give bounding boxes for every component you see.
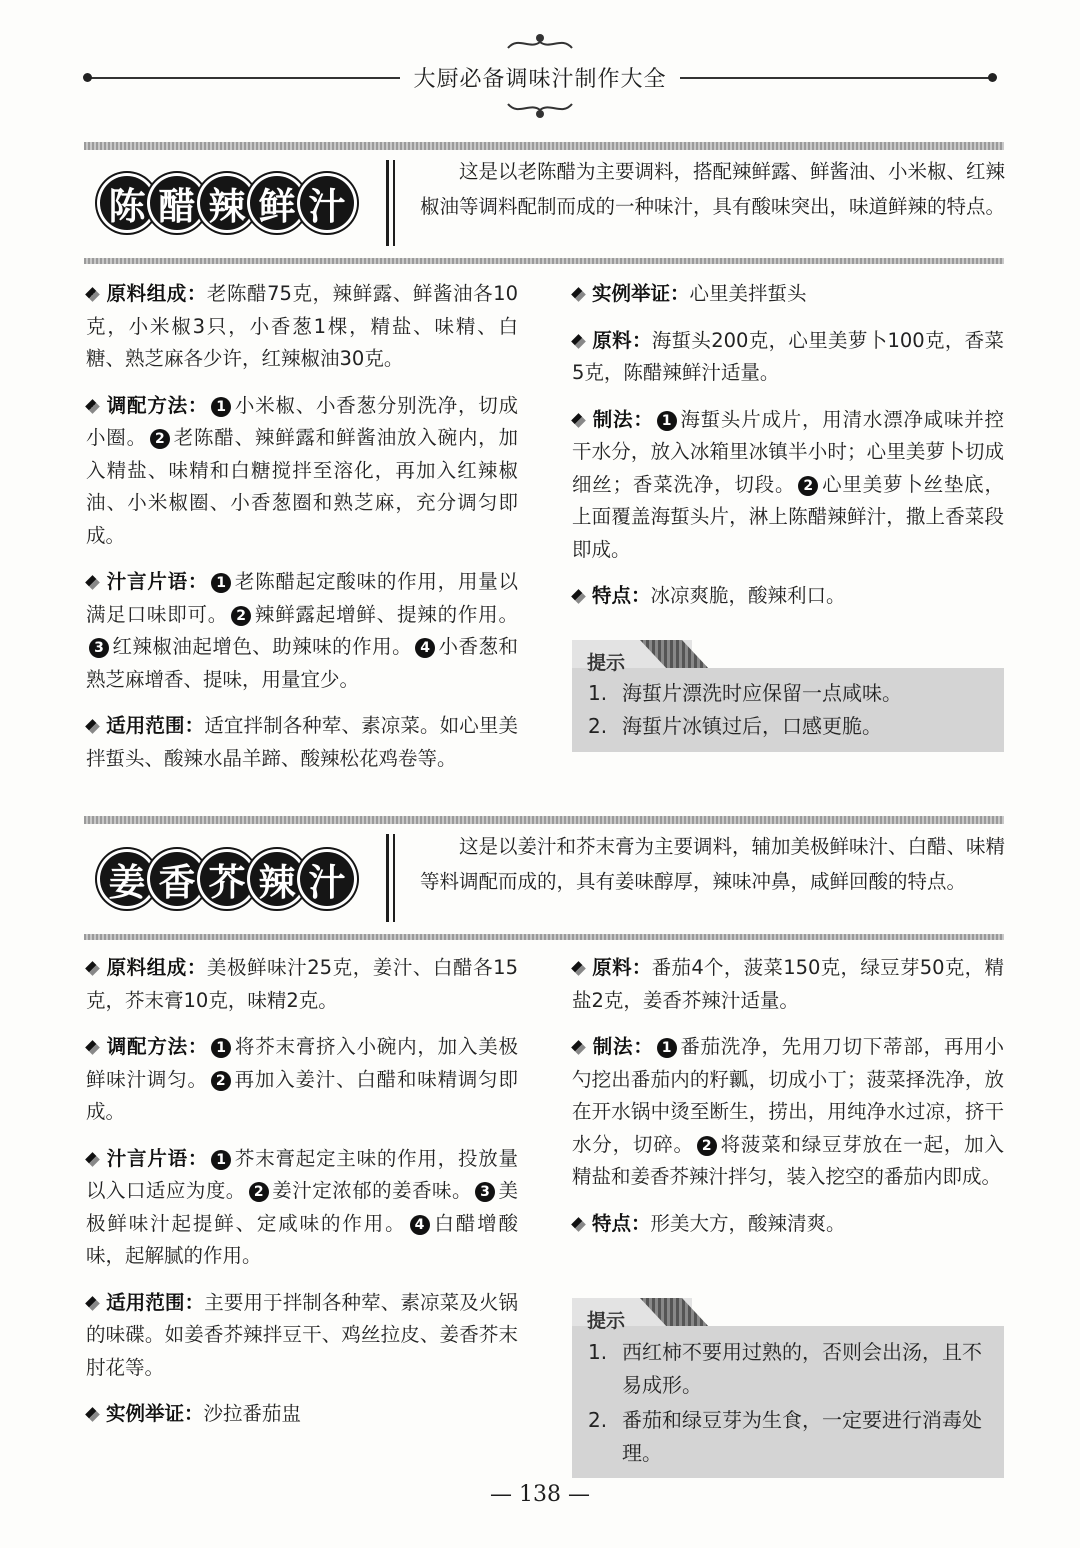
- circled-number-icon: 4: [410, 1215, 430, 1235]
- title-char: 汁: [300, 852, 354, 906]
- diamond-bullet-icon: [571, 413, 586, 428]
- circled-number-icon: 2: [798, 476, 818, 496]
- section-1-divider-thin: [393, 160, 395, 246]
- section-1-title: [100, 176, 350, 230]
- circled-number-icon: 1: [657, 411, 677, 431]
- notes-paragraph: 汁言片语： 1 老陈醋起定酸味的作用，用量以满足口味即可。 2 辣鲜露起增鲜、提辣的作用。3 红辣椒油起增色、助辣味的作用。 4 小香葱和熟芝麻增香、提味，用量宜少。: [86, 570, 518, 691]
- circled-number-icon: 1: [211, 1038, 231, 1058]
- diamond-bullet-icon: [85, 1152, 100, 1167]
- header-ornament-bottom: [500, 96, 580, 122]
- title-char: 陈: [100, 176, 154, 230]
- diamond-bullet-icon: [571, 287, 586, 302]
- title-char: 芥: [200, 852, 254, 906]
- scope-paragraph: 适用范围：主要用于拌制各种荤、素凉菜及火锅的味碟。如姜香芥辣拌豆干、鸡丝拉皮、姜香芥末肘花等。: [86, 1290, 518, 1379]
- circled-number-icon: 2: [150, 429, 170, 449]
- title-char: 鲜: [250, 176, 304, 230]
- header-ornament-top: [500, 30, 580, 56]
- circled-number-icon: 2: [231, 606, 251, 626]
- circled-number-icon: 4: [415, 638, 435, 658]
- circled-number-icon: 3: [475, 1182, 495, 1202]
- method-paragraph: 调配方法： 1 将芥末膏挤入小碗内，加入美极鲜味汁调匀。 2 再加入姜汁、白醋和味精调匀即成。: [86, 1035, 518, 1123]
- raw-materials-paragraph: 原料：海蜇头200克，心里美萝卜100克，香菜5克，陈醋辣鲜汁适量。: [572, 328, 1004, 384]
- method-paragraph: 调配方法： 1 小米椒、小香葱分别洗净，切成小圈。 2 老陈醋、辣鲜露和鲜酱油放入碗内，加入精盐、味精和白糖搅拌至溶化，再加入红辣椒油、小米椒圈、小香葱圈和熟芝麻，充分调匀即成。: [86, 393, 518, 547]
- tip-item: 1. 西红柿不要用过熟的，否则会出汤，且不易成形。: [588, 1340, 982, 1397]
- circled-number-icon: 3: [89, 638, 109, 658]
- howto-paragraph: 制法： 1 海蜇头片成片，用清水漂净咸味并控干水分，放入冰箱里冰镇半小时；心里美萝卜切成细丝；香菜洗净，切段。 2 心里美萝卜丝垫底，上面覆盖海蜇头片，淋上陈醋辣鲜汁，撒上香菜段即成。: [572, 407, 1004, 561]
- diamond-bullet-icon: [571, 589, 586, 604]
- howto-paragraph: 制法： 1 番茄洗净，先用刀切下蒂部，再用小勺挖出番茄内的籽瓤，切成小丁；菠菜择洗净，放在开水锅中烫至断生，捞出，用纯净水过凉，挤干水分，切碎。 2 将菠菜和绿豆芽放在一起，加入精盐和姜香芥辣汁拌匀，装入挖空的番茄内即成。: [572, 1035, 1004, 1188]
- section-2-divider-thin: [393, 834, 395, 922]
- ingredients-paragraph: 原料组成：美极鲜味汁25克，姜汁、白醋各15克，芥末膏10克，味精2克。: [86, 956, 518, 1012]
- diamond-bullet-icon: [571, 1217, 586, 1232]
- tip-item: 2. 海蜇片冰镇过后，口感更脆。: [588, 714, 882, 738]
- circled-number-icon: 2: [697, 1136, 717, 1156]
- raw-materials-paragraph: 原料：番茄4个，菠菜150克，绿豆芽50克，精盐2克，姜香芥辣汁适量。: [572, 956, 1004, 1012]
- section-1-bottom-band: [84, 258, 1004, 264]
- circled-number-icon: 1: [211, 573, 231, 593]
- section-1-divider: [386, 160, 389, 246]
- section-2-right-column: [572, 952, 1004, 1254]
- section-2-title: [100, 852, 350, 906]
- ingredients-paragraph: 原料组成：老陈醋75克，辣鲜露、鲜酱油各10克，小米椒3只，小香葱1棵，精盐、味精、白糖、熟芝麻各少许，红辣椒油30克。: [86, 282, 518, 370]
- section-1-top-band: [84, 142, 1004, 150]
- diamond-bullet-icon: [85, 1407, 100, 1422]
- title-char: 辣: [250, 852, 304, 906]
- feature-paragraph: 特点：形美大方，酸辣清爽。: [572, 1208, 1004, 1241]
- diamond-bullet-icon: [85, 287, 100, 302]
- section-2-divider: [386, 834, 389, 922]
- example-paragraph: 实例举证：心里美拌蜇头: [572, 278, 1004, 311]
- header-rule-right: [680, 77, 990, 79]
- tips-label: 提示: [587, 1310, 626, 1332]
- diamond-bullet-icon: [85, 719, 100, 734]
- tip-item: 2. 番茄和绿豆芽为生食，一定要进行消毒处理。: [588, 1408, 982, 1465]
- diamond-bullet-icon: [571, 334, 586, 349]
- section-1-left-column: [86, 278, 518, 789]
- circled-number-icon: 1: [657, 1038, 677, 1058]
- circled-number-icon: 1: [211, 1150, 231, 1170]
- running-header-title: 大厨必备调味汁制作大全: [413, 67, 667, 92]
- diamond-bullet-icon: [85, 1296, 100, 1311]
- section-1-right-column: [572, 278, 1004, 627]
- example-paragraph: 实例举证：沙拉番茄盅: [86, 1398, 518, 1431]
- diamond-bullet-icon: [85, 575, 100, 590]
- section-2-intro: 这是以姜汁和芥末膏为主要调料，辅加美极鲜味汁、白醋、味精等料调配而成的，具有姜味醇厚，辣味冲鼻，咸鲜回酸的特点。: [420, 835, 1006, 893]
- scope-paragraph: 适用范围：适宜拌制各种荤、素凉菜。如心里美拌蜇头、酸辣水晶羊蹄、酸辣松花鸡卷等。: [86, 714, 518, 770]
- circled-number-icon: 1: [211, 397, 231, 417]
- section-1-intro: 这是以老陈醋为主要调料，搭配辣鲜露、鲜酱油、小米椒、红辣椒油等调料配制而成的一种味汁，具有酸味突出，味道鲜辣的特点。: [420, 160, 1006, 218]
- tips-label: 提示: [587, 652, 626, 674]
- circled-number-icon: 2: [249, 1182, 269, 1202]
- title-char: 醋: [150, 176, 204, 230]
- section-2-bottom-band: [84, 934, 1004, 940]
- section-2-top-band: [84, 816, 1004, 824]
- diamond-bullet-icon: [85, 1040, 100, 1055]
- diamond-bullet-icon: [85, 961, 100, 976]
- circled-number-icon: 2: [211, 1071, 231, 1091]
- title-char: 姜: [100, 852, 154, 906]
- feature-paragraph: 特点：冰凉爽脆，酸辣利口。: [572, 580, 1004, 613]
- title-char: 香: [150, 852, 204, 906]
- title-char: 汁: [300, 176, 354, 230]
- notes-paragraph: 汁言片语： 1 芥末膏起定主味的作用，投放量以入口适应为度。 2 姜汁定浓郁的姜香味。 3 美极鲜味汁起提鲜、定咸味的作用。 4 白醋增酸味，起解腻的作用。: [86, 1146, 518, 1267]
- diamond-bullet-icon: [571, 1040, 586, 1055]
- title-char: 辣: [200, 176, 254, 230]
- tip-item: 1. 海蜇片漂洗时应保留一点咸味。: [588, 681, 902, 705]
- section-2-left-column: [86, 952, 518, 1445]
- diamond-bullet-icon: [85, 399, 100, 414]
- page-number: — 138 —: [490, 1482, 590, 1507]
- diamond-bullet-icon: [571, 961, 586, 976]
- header-rule-dot-right: [988, 73, 997, 82]
